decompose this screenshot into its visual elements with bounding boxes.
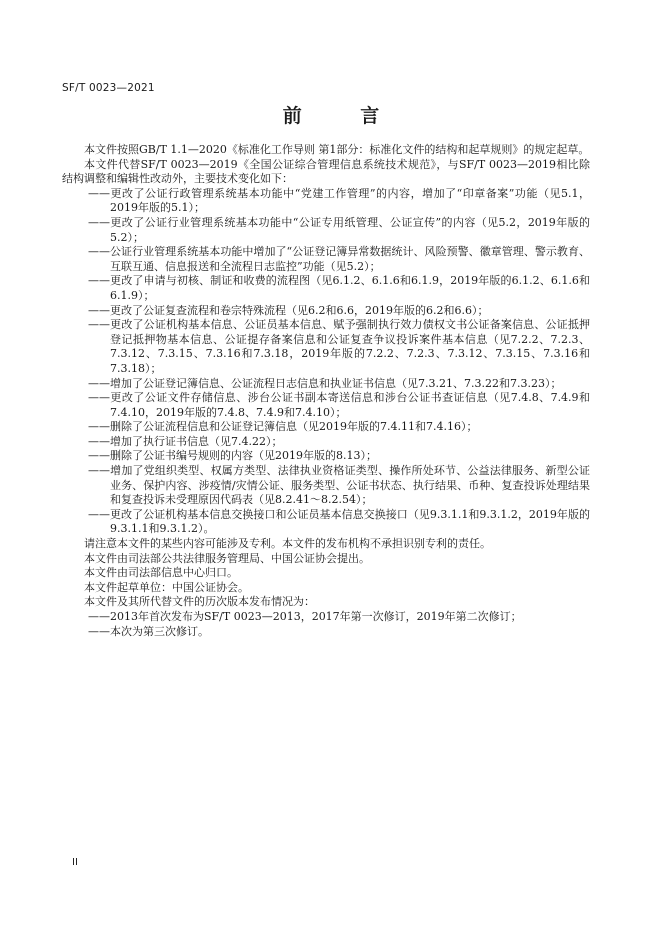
change-item: ——增加了公证登记簿信息、公证流程日志信息和执业证书信息（见7.3.21、7.3.22和7.3.23）； <box>88 376 562 390</box>
proposer: 本文件由司法部公共法律服务管理局、中国公证协会提出。 <box>84 551 370 565</box>
change-item: ——更改了公证复查流程和卷宗特殊流程（见6.2和6.6，2019年版的6.2和6.6）； <box>88 303 489 317</box>
history-item: ——2013年首次发布为SF/T 0023—2013，2017年第一次修订，2019年第二次修订； <box>88 610 522 623</box>
history-intro: 本文件及其所代替文件的历次版本发布情况为： <box>84 595 315 609</box>
change-item: ——删除了公证流程信息和公证登记簿信息（见2019年版的7.4.11和7.4.16）； <box>88 420 478 434</box>
drafting-unit: 本文件起草单位：中国公证协会。 <box>84 580 249 594</box>
page-number: II <box>72 857 78 868</box>
page-title: 前 言 <box>282 105 406 127</box>
intro-paragraph-2: 本文件代替SF/T 0023—2019《全国公证综合管理信息系统技术规范》，与SF/T 0023—2019相比除结构调整和编辑性改动外，主要技术变化如下： <box>62 157 590 186</box>
administrator: 本文件由司法部信息中心归口。 <box>84 566 238 580</box>
change-item: ——更改了公证文件存储信息、涉台公证书副本寄送信息和涉台公证书查证信息（见7.4.8、7.4.9和7.4.10，2019年版的7.4.8、7.4.9和7.4.10）； <box>88 391 590 419</box>
foreword-body <box>62 143 590 639</box>
standard-code: SF/T 0023—2021 <box>62 82 155 94</box>
change-item: ——增加了党组织类型、权属方类型、法律执业资格证类型、操作所处环节、公益法律服务、新型公证业务、保护内容、涉疫情/灾情公证、服务类型、公证书状态、执行结果、币种、复查投诉处理结果和复查投诉未受理原因代码表（见8.2.41～8.2.54）； <box>88 464 590 507</box>
change-item: ——增加了执行证书信息（见7.4.22）； <box>88 434 283 448</box>
changes-list <box>62 187 590 537</box>
patent-notice: 请注意本文件的某些内容可能涉及专利。本文件的发布机构不承担识别专利的责任。 <box>84 537 491 551</box>
intro-paragraph-1: 本文件按照GB/T 1.1—2020《标准化工作导则 第1部分：标准化文件的结构和起草规则》的规定起草。 <box>84 143 590 156</box>
change-item: ——更改了公证机构基本信息、公证员基本信息、赋予强制执行效力债权文书公证备案信息、公证抵押登记抵押物基本信息、公证提存备案信息和公证复查争议投诉案件基本信息（见7.2.2、7.2.3、7.3.12、7.3.15、7.3.16和7.3.18，2019年版的7.2.2、7.2.3、7.3.12、7.3.15、7.3.16和7.3.18）； <box>88 318 590 375</box>
change-item: ——删除了公证书编号规则的内容（见2019年版的8.13）； <box>88 449 377 463</box>
change-item: ——更改了申请与初核、制证和收费的流程图（见6.1.2、6.1.6和6.1.9，2019年版的6.1.2、6.1.6和6.1.9）； <box>88 274 590 302</box>
change-item: ——公证行业管理系统基本功能中增加了“公证登记簿异常数据统计、风险预警、徽章管理、警示教育、互联互通、信息报送和全流程日志监控”功能（见5.2）； <box>88 245 590 273</box>
change-item: ——更改了公证行政管理系统基本功能中“党建工作管理”的内容，增加了“印章备案”功能（见5.1，2019年版的5.1）； <box>88 186 590 215</box>
history-list <box>62 610 590 639</box>
history-item: ——本次为第三次修订。 <box>88 624 209 638</box>
change-item: ——更改了公证行业管理系统基本功能中“公证专用纸管理、公证宣传”的内容（见5.2，2019年版的5.2）； <box>88 215 590 244</box>
change-item: ——更改了公证机构基本信息交换接口和公证员基本信息交换接口（见9.3.1.1和9.3.1.2，2019年版的9.3.1.1和9.3.1.2）。 <box>88 507 590 536</box>
